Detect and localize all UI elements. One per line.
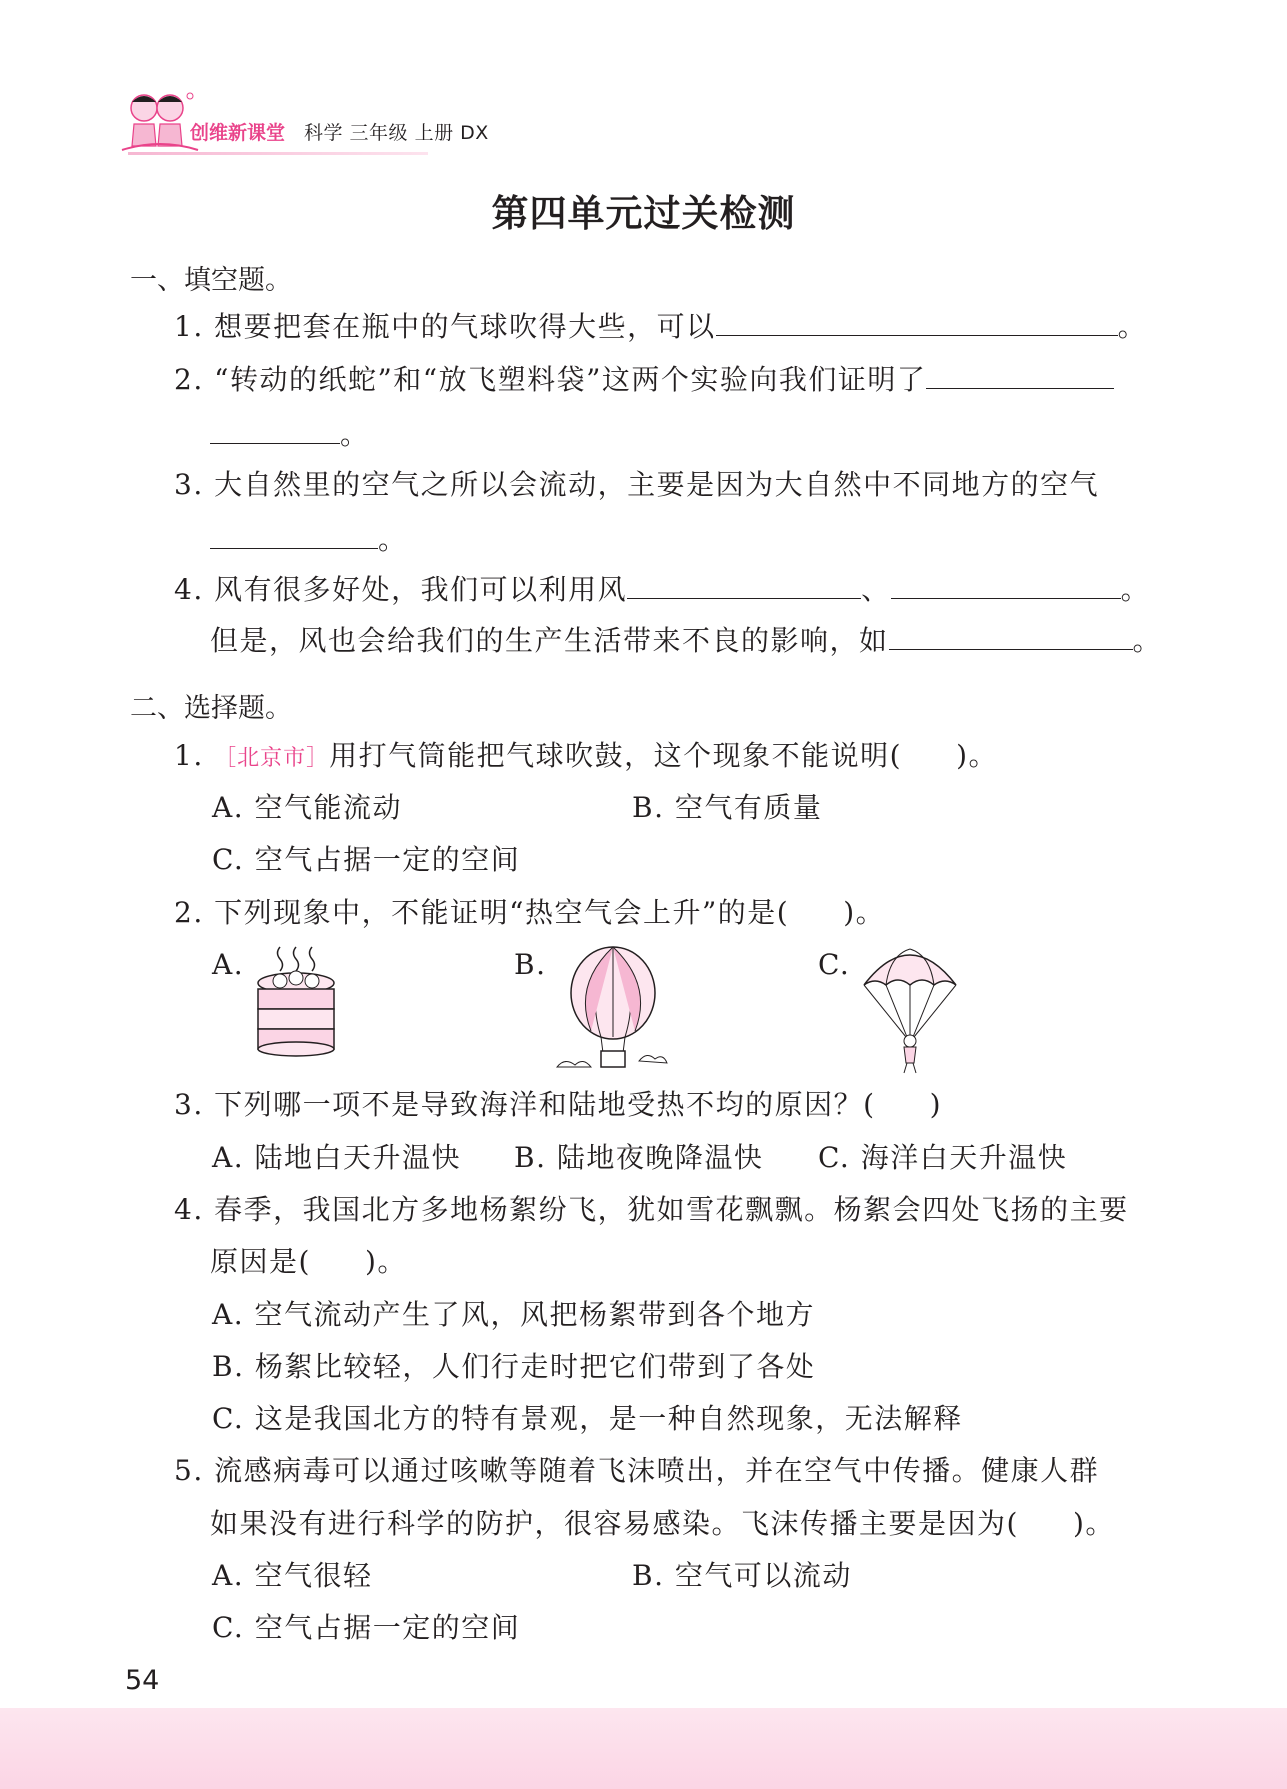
hot-air-balloon-illustration xyxy=(555,945,670,1075)
option-c[interactable]: C. 空气占据一定的空间 xyxy=(212,1611,521,1644)
option-c[interactable]: C. 这是我国北方的特有景观，是一种自然现象，无法解释 xyxy=(212,1402,963,1435)
mascot-logo xyxy=(120,88,200,158)
fill-question-4-cont: 但是，风也会给我们的生产生活带来不良的影响，如 。 xyxy=(210,624,1163,657)
answer-blank[interactable] xyxy=(889,625,1133,650)
option-a[interactable]: A. 空气能流动 xyxy=(212,791,403,824)
option-a[interactable]: A. xyxy=(212,948,245,981)
option-b[interactable]: B. 空气可以流动 xyxy=(632,1559,852,1592)
fill-question-3-cont: 。 xyxy=(210,523,408,557)
page-title: 第四单元过关检测 xyxy=(491,192,796,235)
option-a[interactable]: A. 陆地白天升温快 xyxy=(212,1141,462,1174)
subject-info: 科学 三年级 上册 DX xyxy=(304,122,489,144)
option-a[interactable]: A. 空气很轻 xyxy=(212,1559,373,1592)
answer-blank[interactable] xyxy=(627,574,861,599)
steamer-illustration xyxy=(250,945,350,1060)
region-tag: ［北京市］ xyxy=(214,746,330,771)
fill-question-1: 1. 想要把套在瓶中的气球吹得大些，可以 。 xyxy=(174,310,1148,343)
footer-band xyxy=(0,1708,1287,1789)
choice-question-1: 1. ［北京市］用打气筒能把气球吹鼓，这个现象不能说明( )。 xyxy=(174,739,999,772)
fill-question-3: 3. 大自然里的空气之所以会流动，主要是因为大自然中不同地方的空气 xyxy=(174,468,1100,501)
answer-blank[interactable] xyxy=(926,364,1114,389)
choice-question-5: 5. 流感病毒可以通过咳嗽等随着飞沫喷出，并在空气中传播。健康人群 xyxy=(174,1454,1100,1487)
page-number: 54 xyxy=(125,1665,160,1696)
fill-question-2: 2. “转动的纸蛇”和“放飞塑料袋”这两个实验向我们证明了 xyxy=(174,363,1114,397)
answer-blank[interactable] xyxy=(716,311,1118,336)
option-b[interactable]: B. 杨絮比较轻，人们行走时把它们带到了各处 xyxy=(212,1350,816,1383)
option-b[interactable]: B. 空气有质量 xyxy=(632,791,823,824)
section-heading-fill: 一、填空题。 xyxy=(130,265,292,296)
option-c[interactable]: C. 海洋白天升温快 xyxy=(818,1141,1068,1174)
choice-question-2: 2. 下列现象中，不能证明“热空气会上升”的是( )。 xyxy=(174,896,886,929)
option-b[interactable]: B. xyxy=(514,948,547,981)
answer-blank[interactable] xyxy=(891,574,1121,599)
choice-question-4-cont: 原因是( )。 xyxy=(210,1245,407,1278)
choice-question-3: 3. 下列哪一项不是导致海洋和陆地受热不均的原因？( ) xyxy=(174,1088,942,1121)
parachute-illustration xyxy=(860,945,960,1075)
answer-blank[interactable] xyxy=(210,419,340,444)
section-heading-choice: 二、选择题。 xyxy=(130,693,292,724)
option-b[interactable]: B. 陆地夜晚降温快 xyxy=(514,1141,764,1174)
option-c[interactable]: C. xyxy=(818,948,851,981)
brand-name: 创维新课堂 xyxy=(190,122,286,144)
option-c[interactable]: C. 空气占据一定的空间 xyxy=(212,843,521,876)
choice-question-4: 4. 春季，我国北方多地杨絮纷飞，犹如雪花飘飘。杨絮会四处飞扬的主要 xyxy=(174,1193,1129,1226)
fill-question-4: 4. 风有很多好处，我们可以利用风 、 。 xyxy=(174,573,1151,606)
answer-blank[interactable] xyxy=(210,524,378,549)
header-divider xyxy=(128,152,428,155)
option-a[interactable]: A. 空气流动产生了风，风把杨絮带到各个地方 xyxy=(212,1298,816,1331)
fill-question-2-cont: 。 xyxy=(210,418,370,452)
choice-question-5-cont: 如果没有进行科学的防护，很容易感染。飞沫传播主要是因为( )。 xyxy=(210,1507,1115,1540)
